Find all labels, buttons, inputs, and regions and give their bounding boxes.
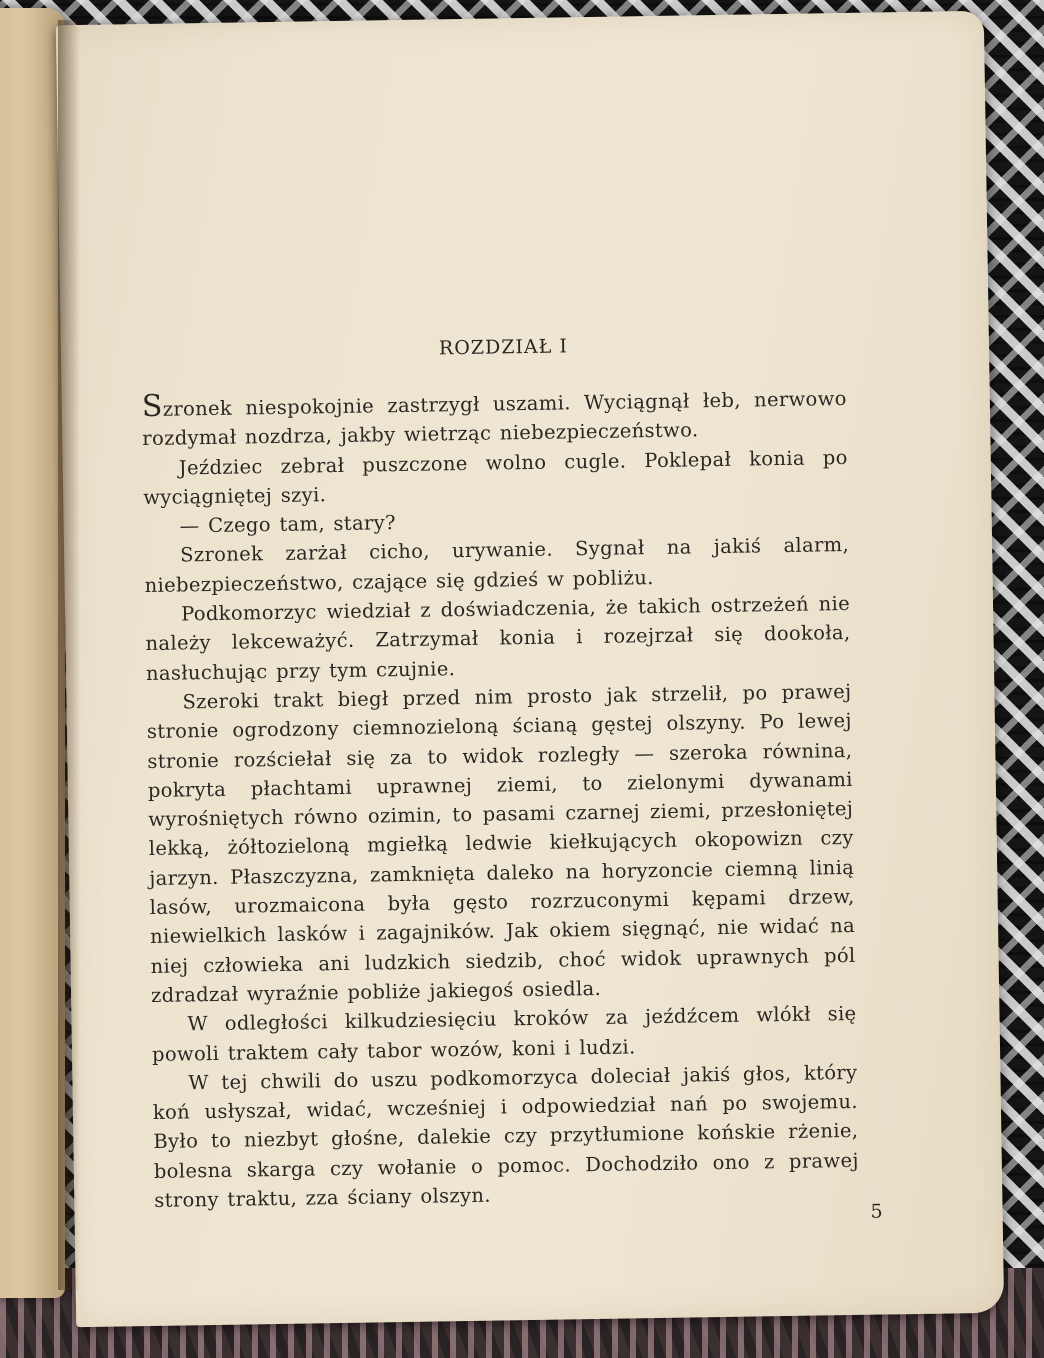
page-text-block — [141, 331, 860, 1215]
paragraph: — Czego tam, stary? — [179, 511, 396, 538]
paragraph: Szeroki trakt biegł przed nim prosto jak strzelił, po prawej stronie ogrodzony ciemnozieloną ścianą gęstej olszyny. Po lewej stronie rozściełał się za to widok rozległy — szeroka równina, pokryta płachtami uprawnej ziemi, to zielonymi dywanami wyrośniętych równo ozimin, to pasami czarnej ziemi, przesłoniętej lekką, żółtozieloną mgiełką ledwie kiełkujących okopowizn czy jarzyn. Płaszczyzna, zamknięta daleko na horyzoncie ciemną linią lasów, urozmaicona była gęsto rozrzuconymi kępami drzew, niewielkich lasków i zagajników. Jak okiem sięgnąć, nie widać na niej człowieka ani ludzkich siedzib, choć widok uprawnych pól zdradzał wyraźnie pobliże jakiegoś osiedla. — [146, 679, 856, 1007]
page-number: 5 — [870, 1200, 883, 1223]
spine-shadow — [58, 20, 80, 1290]
chapter-title: ROZDZIAŁ I — [438, 335, 569, 360]
page-top-smudge — [526, 17, 616, 36]
paragraph: Szronek zarżał cicho, urywanie. Sygnał na jakiś alarm, niebezpieczeństwo, czające się gdzieś w pobliżu. — [144, 533, 850, 597]
book-page — [56, 11, 1004, 1327]
paragraph: Jeździec zebrał puszczone wolno cugle. Poklepał konia po wyciągniętej szyi. — [143, 445, 848, 509]
paragraph: W odległości kilkudziesięciu kroków za jeźdźcem wlókł się powoli traktem cały tabor wozów, koni i ludzi. — [151, 1002, 857, 1066]
paragraph: W tej chwili do uszu podkomorzyca doleciał jakiś głos, który koń usłyszał, widać, wcześniej i odpowiedział nań po swojemu. Było to niezbyt głośne, dalekie czy przytłumione końskie rżenie, bolesna skarga czy wołanie o pomoc. Dochodziło ono z prawej strony traktu, zza ściany olszyn. — [152, 1060, 859, 1212]
paragraph: Podkomorzyc wiedział z doświadczenia, że takich ostrzeżeń nie należy lekceważyć. Zatrzymał konia i rozejrzał się dookoła, nasłuchując przy tym czujnie. — [145, 592, 851, 685]
paragraph: Szronek niespokojnie zastrzygł uszami. Wyciągnął łeb, nerwowo rozdymał nozdrza, jakby wietrząc niebezpieczeństwo. — [141, 386, 847, 451]
previous-page-edge — [0, 8, 65, 1298]
